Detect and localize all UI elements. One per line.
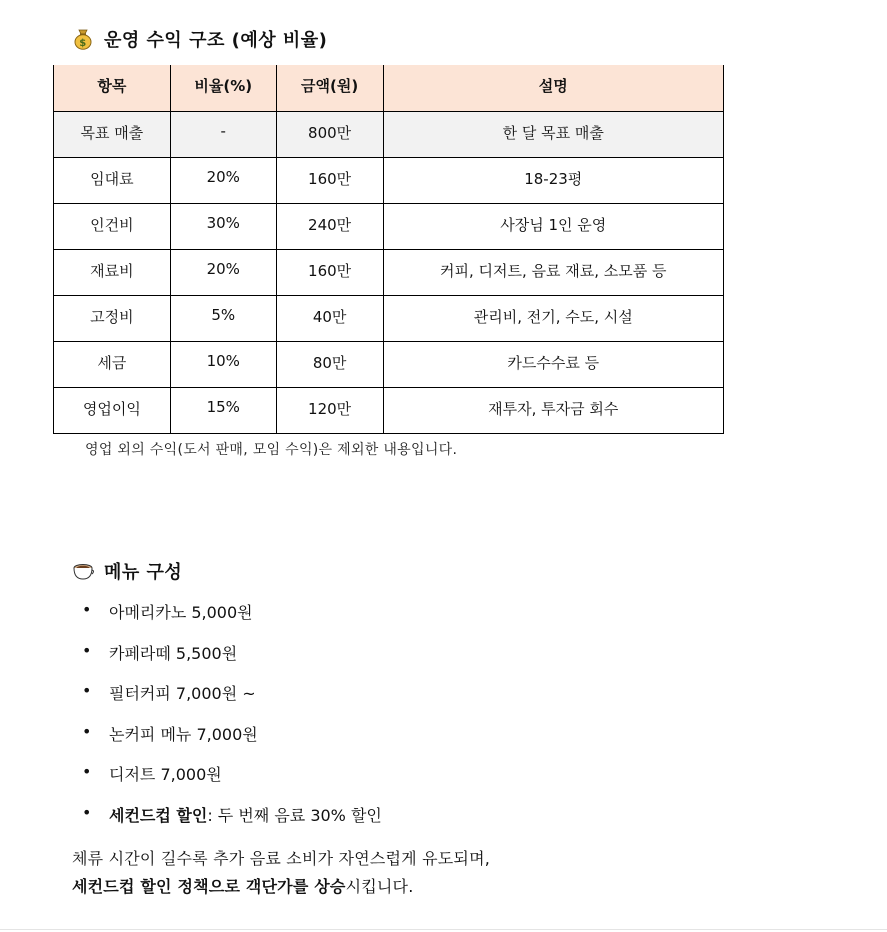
bullet-icon: • xyxy=(82,640,92,660)
menu-item-text: 논커피 메뉴 7,000원 xyxy=(109,724,258,744)
table-row xyxy=(54,157,724,203)
list-item xyxy=(82,600,382,641)
table-row xyxy=(54,387,724,433)
second-cup-detail: : 두 번째 음료 30% 할인 xyxy=(207,805,382,825)
cell-description: 한 달 목표 매출 xyxy=(383,111,723,157)
list-item xyxy=(82,803,382,844)
cell-ratio: 15% xyxy=(170,387,276,433)
bullet-icon: • xyxy=(82,681,92,701)
cell-amount: 800만 xyxy=(276,111,383,157)
cell-ratio: 30% xyxy=(170,203,276,249)
money-bag-icon xyxy=(72,28,94,50)
header-amount: 금액(원) xyxy=(276,65,383,111)
cell-ratio: 5% xyxy=(170,295,276,341)
menu-item-text: 아메리카노 5,000원 xyxy=(109,603,253,622)
table-header-row xyxy=(54,65,724,111)
cell-amount: 120만 xyxy=(276,387,383,433)
summary-line-2 xyxy=(72,873,490,901)
menu-item-text: 디저트 7,000원 xyxy=(109,765,222,785)
cell-description: 사장님 1인 운영 xyxy=(383,203,723,249)
revenue-title-text: 운영 수익 구조 (예상 비율) xyxy=(104,30,328,51)
cell-description: 커피, 디저트, 음료 재료, 소모품 등 xyxy=(383,249,723,295)
cell-description: 재투자, 투자금 회수 xyxy=(383,387,723,433)
list-item xyxy=(82,762,382,803)
header-description: 설명 xyxy=(383,65,723,111)
cell-description: 18-23평 xyxy=(383,157,723,203)
second-cup-label: 세컨드컵 할인 xyxy=(109,805,208,825)
cell-ratio: 20% xyxy=(170,157,276,203)
list-item xyxy=(82,681,382,722)
cell-item: 목표 매출 xyxy=(54,111,171,157)
cell-amount: 240만 xyxy=(276,203,383,249)
summary-paragraph xyxy=(72,845,490,901)
cell-item: 재료비 xyxy=(54,249,171,295)
table-row xyxy=(54,341,724,387)
revenue-section-title xyxy=(72,26,327,52)
cell-amount: 40만 xyxy=(276,295,383,341)
revenue-note: 영업 외의 수익(도서 판매, 모임 수익)은 제외한 내용입니다. xyxy=(85,442,458,458)
cell-item: 세금 xyxy=(54,341,171,387)
header-item: 항목 xyxy=(54,65,171,111)
svg-text:$: $ xyxy=(79,38,87,49)
table-row xyxy=(54,249,724,295)
page-divider xyxy=(0,929,887,930)
revenue-table xyxy=(53,65,724,434)
summary-rest-text: 시킵니다. xyxy=(345,877,414,896)
table-row xyxy=(54,203,724,249)
cell-amount: 160만 xyxy=(276,157,383,203)
menu-item-text: 필터커피 7,000원 ~ xyxy=(109,684,256,704)
menu-title-text: 메뉴 구성 xyxy=(104,562,183,583)
menu-item-text: 카페라떼 5,500원 xyxy=(109,643,238,663)
cell-description: 카드수수료 등 xyxy=(383,341,723,387)
cell-item: 임대료 xyxy=(54,157,171,203)
cell-item: 고정비 xyxy=(54,295,171,341)
table-row xyxy=(54,295,724,341)
list-item xyxy=(82,722,382,763)
coffee-cup-icon xyxy=(72,560,94,582)
cell-amount: 80만 xyxy=(276,341,383,387)
cell-item: 영업이익 xyxy=(54,387,171,433)
bullet-icon: • xyxy=(82,802,92,822)
summary-line-1: 체류 시간이 길수록 추가 음료 소비가 자연스럽게 유도되며, xyxy=(72,849,491,868)
cell-amount: 160만 xyxy=(276,249,383,295)
cell-item: 인건비 xyxy=(54,203,171,249)
cell-ratio: 20% xyxy=(170,249,276,295)
bullet-icon: • xyxy=(82,600,92,619)
bullet-icon: • xyxy=(82,762,92,782)
cell-ratio: - xyxy=(170,111,276,157)
bullet-icon: • xyxy=(82,721,92,741)
header-ratio: 비율(%) xyxy=(170,65,276,111)
summary-bold-text: 세컨드컵 할인 정책으로 객단가를 상승 xyxy=(72,877,346,896)
menu-section-title xyxy=(72,558,182,584)
cell-ratio: 10% xyxy=(170,341,276,387)
list-item xyxy=(82,641,382,682)
cell-description: 관리비, 전기, 수도, 시설 xyxy=(383,295,723,341)
table-row xyxy=(54,111,724,157)
menu-list xyxy=(82,600,382,844)
